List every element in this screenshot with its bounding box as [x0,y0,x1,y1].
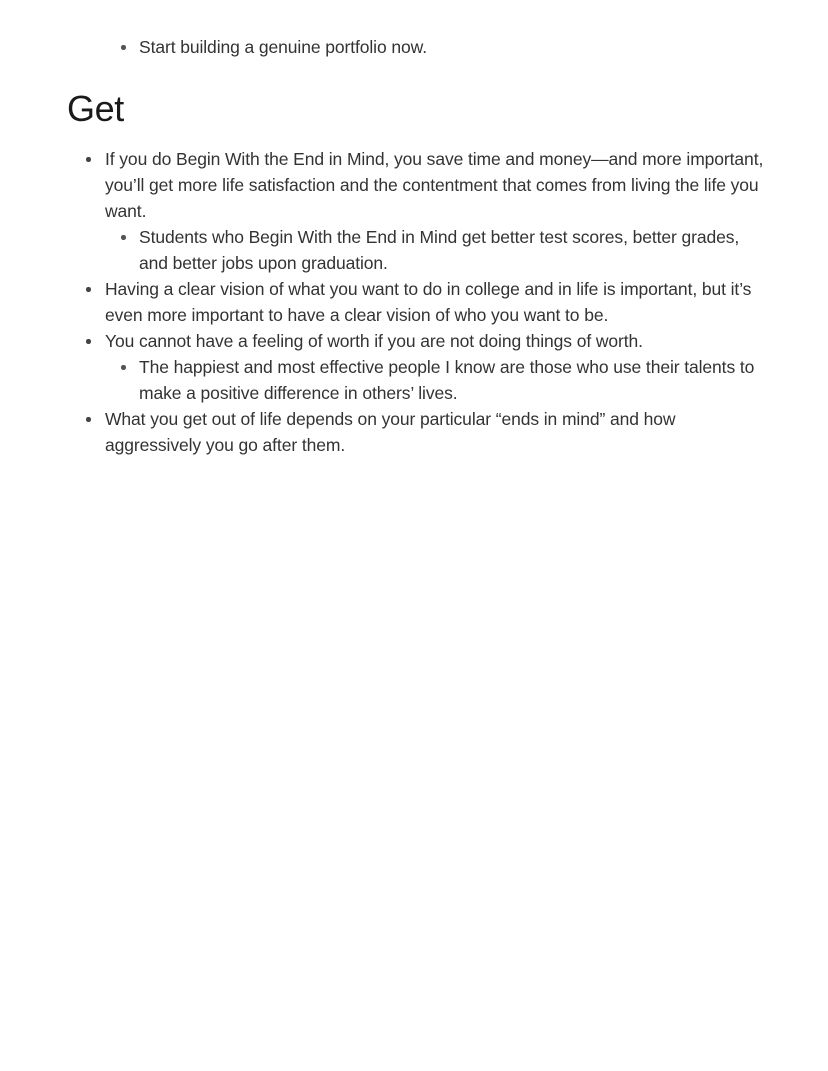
list-item [67,354,767,406]
list-item-text: What you get out of life depends on your particular “ends in mind” and how aggressively you go after them. [105,409,676,455]
list-item-text: The happiest and most effective people I know are those who use their talents to make a positive difference in others’ lives. [139,357,755,403]
bullet-marker-icon [86,287,91,292]
document-content [67,34,767,458]
list-item [67,328,767,354]
list-item-text: You cannot have a feeling of worth if you are not doing things of worth. [105,331,643,351]
section-heading-wrapper [67,88,767,130]
list-item [67,406,767,458]
list-item-text: Students who Begin With the End in Mind get better test scores, better grades, and better jobs upon graduation. [139,227,740,273]
list-item-text: Having a clear vision of what you want to do in college and in life is important, but it’s even more important to have a clear vision of who you want to be. [105,279,752,325]
bullet-marker-icon [86,157,91,162]
bullet-marker-icon [121,45,126,50]
list-item [67,276,767,328]
bullet-marker-icon [121,365,126,370]
list-item [67,146,767,224]
list-item-text: Start building a genuine portfolio now. [139,37,427,57]
list-item-text: If you do Begin With the End in Mind, you save time and money—and more important, you’ll get more life satisfaction and the contentment that comes from living the life you want. [105,149,764,221]
list-item [67,34,767,60]
page-title: Get [67,88,124,129]
intro-bullet-list [67,34,767,60]
main-bullet-list [67,146,767,458]
list-item [67,224,767,276]
bullet-marker-icon [86,417,91,422]
bullet-marker-icon [86,339,91,344]
bullet-marker-icon [121,235,126,240]
